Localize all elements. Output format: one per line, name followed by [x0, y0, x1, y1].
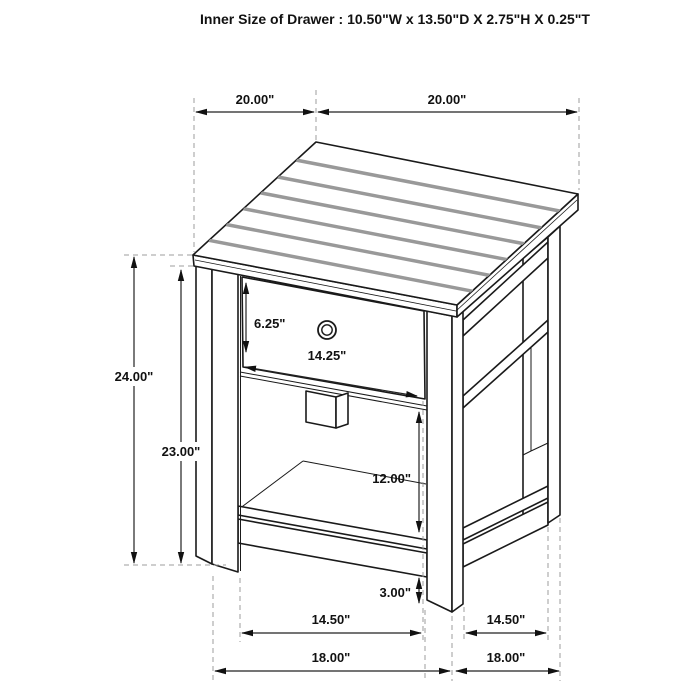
label-outer-span-front: 18.00" [311, 650, 351, 665]
drawer-support-block [306, 391, 348, 428]
side-shelf-edge [463, 486, 548, 567]
label-shelf-opening-height: 12.00" [372, 471, 411, 486]
table-drawing [193, 142, 578, 612]
right-leg-inner-face [523, 237, 548, 523]
left-leg [196, 266, 238, 572]
label-underside-height: 23.00" [161, 444, 201, 459]
label-top-span-left: 20.00" [235, 92, 275, 107]
dimension-shelf-opening [372, 412, 419, 532]
dimension-outer-span-front [215, 650, 450, 671]
dimension-inner-span-side [466, 612, 546, 633]
label-outer-span-side: 18.00" [486, 650, 526, 665]
label-base-clearance: 3.00" [379, 585, 411, 600]
label-top-span-right: 20.00" [427, 92, 467, 107]
dimension-inner-span-front [242, 612, 421, 633]
label-inner-span-side: 14.50" [486, 612, 526, 627]
right-leg [548, 226, 560, 523]
label-drawer-face-height: 6.25" [254, 316, 286, 331]
front-leg [427, 311, 463, 612]
label-overall-height: 24.00" [114, 369, 154, 384]
dimension-outer-span-side [456, 650, 559, 671]
label-inner-span-front: 14.50" [311, 612, 351, 627]
drawing-title: Inner Size of Drawer : 10.50"W x 13.50"D X 2.75"H X 0.25"T [200, 11, 590, 27]
dimension-base-clearance [380, 578, 419, 603]
label-drawer-face-width: 14.25" [307, 348, 347, 363]
